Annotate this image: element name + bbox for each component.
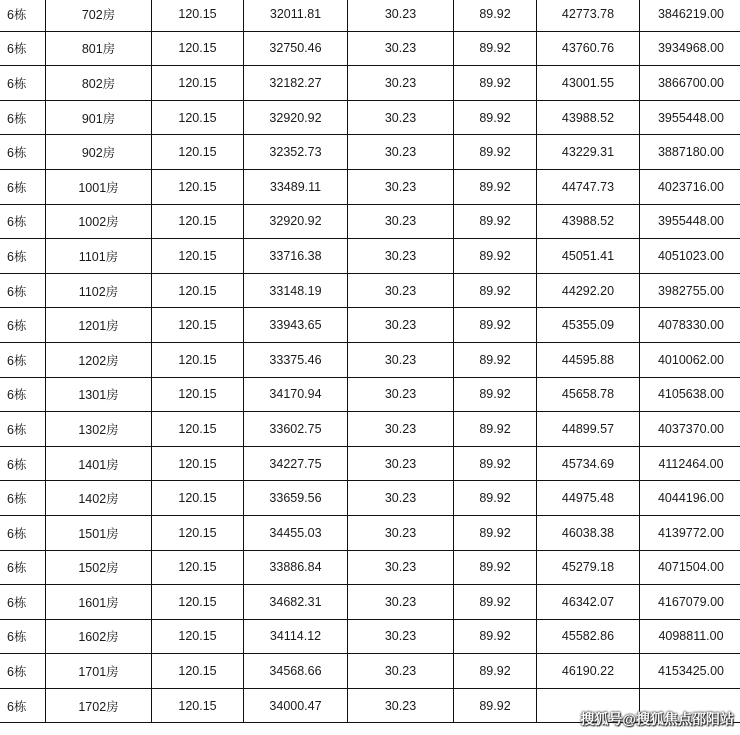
col5-cell: 30.23 <box>348 550 454 585</box>
area-cell: 120.15 <box>152 169 244 204</box>
room-cell: 1102房 <box>46 273 152 308</box>
room-cell: 1101房 <box>46 239 152 274</box>
col5-cell: 30.23 <box>348 654 454 689</box>
col6-cell: 89.92 <box>454 100 537 135</box>
area-cell: 120.15 <box>152 377 244 412</box>
unit-price-cell: 33489.11 <box>244 169 348 204</box>
total-price-cell: 4078330.00 <box>640 308 740 343</box>
room-cell: 1301房 <box>46 377 152 412</box>
area-cell: 120.15 <box>152 515 244 550</box>
area-cell: 120.15 <box>152 31 244 66</box>
col7-cell: 43001.55 <box>537 66 640 101</box>
table-row <box>0 377 740 412</box>
col5-cell: 30.23 <box>348 31 454 66</box>
unit-price-cell: 33659.56 <box>244 481 348 516</box>
building-cell: 6栋 <box>0 412 46 447</box>
table-row <box>0 0 740 31</box>
col6-cell: 89.92 <box>454 308 537 343</box>
building-cell: 6栋 <box>0 654 46 689</box>
col6-cell: 89.92 <box>454 585 537 620</box>
col6-cell: 89.92 <box>454 446 537 481</box>
table-row <box>0 515 740 550</box>
col6-cell: 89.92 <box>454 0 537 31</box>
col5-cell: 30.23 <box>348 66 454 101</box>
col5-cell: 30.23 <box>348 377 454 412</box>
unit-price-cell: 32920.92 <box>244 204 348 239</box>
building-cell: 6栋 <box>0 585 46 620</box>
area-cell: 120.15 <box>152 135 244 170</box>
room-cell: 1502房 <box>46 550 152 585</box>
col7-cell: 43988.52 <box>537 204 640 239</box>
building-cell: 6栋 <box>0 619 46 654</box>
unit-price-cell: 33716.38 <box>244 239 348 274</box>
table-row <box>0 239 740 274</box>
col7-cell: 42773.78 <box>537 0 640 31</box>
total-price-cell: 4023716.00 <box>640 169 740 204</box>
total-price-cell: 3866700.00 <box>640 66 740 101</box>
unit-price-cell: 32011.81 <box>244 0 348 31</box>
col5-cell: 30.23 <box>348 585 454 620</box>
col7-cell: 45051.41 <box>537 239 640 274</box>
room-cell: 1701房 <box>46 654 152 689</box>
room-cell: 1602房 <box>46 619 152 654</box>
unit-price-cell: 34227.75 <box>244 446 348 481</box>
building-cell: 6栋 <box>0 135 46 170</box>
area-cell: 120.15 <box>152 66 244 101</box>
building-cell: 6栋 <box>0 66 46 101</box>
area-cell: 120.15 <box>152 550 244 585</box>
table-row <box>0 585 740 620</box>
unit-price-cell: 33375.46 <box>244 342 348 377</box>
area-cell: 120.15 <box>152 342 244 377</box>
col6-cell: 89.92 <box>454 31 537 66</box>
table-row <box>0 66 740 101</box>
building-cell: 6栋 <box>0 273 46 308</box>
col5-cell: 30.23 <box>348 204 454 239</box>
building-cell: 6栋 <box>0 446 46 481</box>
area-cell: 120.15 <box>152 412 244 447</box>
area-cell: 120.15 <box>152 446 244 481</box>
room-cell: 801房 <box>46 31 152 66</box>
table-row <box>0 412 740 447</box>
col6-cell: 89.92 <box>454 239 537 274</box>
total-price-cell: 4167079.00 <box>640 585 740 620</box>
total-price-cell: 4098811.00 <box>640 619 740 654</box>
col7-cell: 46342.07 <box>537 585 640 620</box>
area-cell: 120.15 <box>152 619 244 654</box>
col6-cell: 89.92 <box>454 204 537 239</box>
col7-cell: 46038.38 <box>537 515 640 550</box>
col6-cell: 89.92 <box>454 654 537 689</box>
table-row <box>0 100 740 135</box>
building-cell: 6栋 <box>0 342 46 377</box>
area-cell: 120.15 <box>152 273 244 308</box>
table-row <box>0 550 740 585</box>
col5-cell: 30.23 <box>348 100 454 135</box>
col5-cell: 30.23 <box>348 342 454 377</box>
room-cell: 1202房 <box>46 342 152 377</box>
unit-price-cell: 34000.47 <box>244 688 348 723</box>
unit-price-cell: 32352.73 <box>244 135 348 170</box>
room-cell: 1002房 <box>46 204 152 239</box>
col6-cell: 89.92 <box>454 377 537 412</box>
col6-cell: 89.92 <box>454 515 537 550</box>
area-cell: 120.15 <box>152 308 244 343</box>
col5-cell: 30.23 <box>348 619 454 654</box>
table-row <box>0 31 740 66</box>
area-cell: 120.15 <box>152 204 244 239</box>
total-price-cell: 4044196.00 <box>640 481 740 516</box>
room-cell: 802房 <box>46 66 152 101</box>
col5-cell: 30.23 <box>348 0 454 31</box>
col5-cell: 30.23 <box>348 239 454 274</box>
total-price-cell: 4112464.00 <box>640 446 740 481</box>
building-cell: 6栋 <box>0 169 46 204</box>
room-cell: 1201房 <box>46 308 152 343</box>
table-row <box>0 446 740 481</box>
table-row <box>0 342 740 377</box>
building-cell: 6栋 <box>0 377 46 412</box>
col7-cell: 45658.78 <box>537 377 640 412</box>
table-row <box>0 481 740 516</box>
room-cell: 702房 <box>46 0 152 31</box>
watermark: 搜狐号@搜狐焦点邵阳站 <box>580 711 734 727</box>
col7-cell: 45355.09 <box>537 308 640 343</box>
total-price-cell: 3887180.00 <box>640 135 740 170</box>
room-cell: 901房 <box>46 100 152 135</box>
area-cell: 120.15 <box>152 481 244 516</box>
table-row <box>0 273 740 308</box>
col7-cell: 44747.73 <box>537 169 640 204</box>
total-price-cell: 3955448.00 <box>640 100 740 135</box>
total-price-cell: 3934968.00 <box>640 31 740 66</box>
col5-cell: 30.23 <box>348 481 454 516</box>
total-price-cell: 4071504.00 <box>640 550 740 585</box>
area-cell: 120.15 <box>152 585 244 620</box>
unit-price-cell: 33886.84 <box>244 550 348 585</box>
room-cell: 1501房 <box>46 515 152 550</box>
col7-cell: 46190.22 <box>537 654 640 689</box>
col6-cell: 89.92 <box>454 66 537 101</box>
unit-price-cell: 32750.46 <box>244 31 348 66</box>
col5-cell: 30.23 <box>348 446 454 481</box>
col7-cell: 45279.18 <box>537 550 640 585</box>
room-cell: 1401房 <box>46 446 152 481</box>
room-cell: 1402房 <box>46 481 152 516</box>
unit-price-cell: 34170.94 <box>244 377 348 412</box>
area-cell: 120.15 <box>152 239 244 274</box>
building-cell: 6栋 <box>0 308 46 343</box>
col6-cell: 89.92 <box>454 273 537 308</box>
col7-cell: 44595.88 <box>537 342 640 377</box>
unit-price-cell: 34114.12 <box>244 619 348 654</box>
building-cell: 6栋 <box>0 239 46 274</box>
unit-price-cell: 34455.03 <box>244 515 348 550</box>
col5-cell: 30.23 <box>348 688 454 723</box>
area-cell: 120.15 <box>152 688 244 723</box>
col7-cell: 44292.20 <box>537 273 640 308</box>
col5-cell: 30.23 <box>348 273 454 308</box>
unit-price-cell: 33602.75 <box>244 412 348 447</box>
total-price-cell: 3846219.00 <box>640 0 740 31</box>
col7-cell: 44899.57 <box>537 412 640 447</box>
area-cell: 120.15 <box>152 100 244 135</box>
table-row <box>0 619 740 654</box>
col6-cell: 89.92 <box>454 619 537 654</box>
total-price-cell: 4153425.00 <box>640 654 740 689</box>
table-row <box>0 204 740 239</box>
unit-price-cell: 33943.65 <box>244 308 348 343</box>
table-row <box>0 308 740 343</box>
col5-cell: 30.23 <box>348 135 454 170</box>
room-cell: 1302房 <box>46 412 152 447</box>
col6-cell: 89.92 <box>454 412 537 447</box>
total-price-cell: 4010062.00 <box>640 342 740 377</box>
unit-price-cell: 32920.92 <box>244 100 348 135</box>
col7-cell: 44975.48 <box>537 481 640 516</box>
total-price-cell: 4139772.00 <box>640 515 740 550</box>
building-cell: 6栋 <box>0 481 46 516</box>
building-cell: 6栋 <box>0 688 46 723</box>
total-price-cell: 4105638.00 <box>640 377 740 412</box>
col5-cell: 30.23 <box>348 308 454 343</box>
table-row <box>0 654 740 689</box>
total-price-cell: 3982755.00 <box>640 273 740 308</box>
room-cell: 1601房 <box>46 585 152 620</box>
col6-cell: 89.92 <box>454 135 537 170</box>
building-cell: 6栋 <box>0 515 46 550</box>
table-row <box>0 135 740 170</box>
building-cell: 6栋 <box>0 550 46 585</box>
total-price-cell: 4051023.00 <box>640 239 740 274</box>
col6-cell: 89.92 <box>454 481 537 516</box>
unit-price-cell: 34568.66 <box>244 654 348 689</box>
col6-cell: 89.92 <box>454 688 537 723</box>
col7-cell: 43988.52 <box>537 100 640 135</box>
col7-cell: 45582.86 <box>537 619 640 654</box>
building-cell: 6栋 <box>0 0 46 31</box>
room-cell: 1702房 <box>46 688 152 723</box>
unit-price-cell: 33148.19 <box>244 273 348 308</box>
col5-cell: 30.23 <box>348 515 454 550</box>
table-row <box>0 169 740 204</box>
col6-cell: 89.92 <box>454 342 537 377</box>
col5-cell: 30.23 <box>348 169 454 204</box>
area-cell: 120.15 <box>152 654 244 689</box>
total-price-cell: 4037370.00 <box>640 412 740 447</box>
unit-price-cell: 34682.31 <box>244 585 348 620</box>
col6-cell: 89.92 <box>454 169 537 204</box>
total-price-cell: 3955448.00 <box>640 204 740 239</box>
col7-cell: 43229.31 <box>537 135 640 170</box>
room-cell: 1001房 <box>46 169 152 204</box>
col5-cell: 30.23 <box>348 412 454 447</box>
area-cell: 120.15 <box>152 0 244 31</box>
col6-cell: 89.92 <box>454 550 537 585</box>
room-cell: 902房 <box>46 135 152 170</box>
building-cell: 6栋 <box>0 204 46 239</box>
col7-cell: 45734.69 <box>537 446 640 481</box>
building-cell: 6栋 <box>0 100 46 135</box>
unit-price-cell: 32182.27 <box>244 66 348 101</box>
col7-cell: 43760.76 <box>537 31 640 66</box>
building-cell: 6栋 <box>0 31 46 66</box>
